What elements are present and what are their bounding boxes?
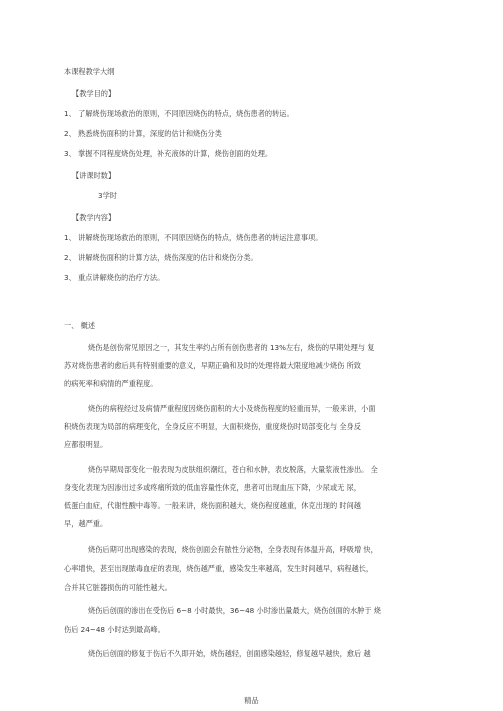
content-item: 1、 讲解烧伤现场救治的原则，不同原因烧伤的特点，烧伤患者的转运注意事项。 <box>64 233 323 242</box>
paragraph-line: 心率增快，甚至出现脓毒血症的表现，烧伤越严重，感染发生率越高，发生时间越早，病程越长， <box>64 564 374 573</box>
paragraph-line: 烧伤的病程经过及病情严重程度因烧伤面积的大小及烧伤程度的轻重而异，一般来讲，小面 <box>88 404 376 413</box>
paragraph-line: 苏对烧伤患者的愈后具有特别重要的意义，早期正确和及时的处理将最大限度地减少烧伤 所致 <box>64 361 361 370</box>
section-heading-hours: 【讲课时数】 <box>72 171 116 180</box>
content-item: 2、 讲解烧伤面积的计算方法，烧伤深度的估计和烧伤分类。 <box>64 253 258 262</box>
section-heading-objectives: 【教学目的】 <box>72 89 116 98</box>
paragraph-line: 低蛋白血症，代谢性酸中毒等。一般来讲，烧伤面积越大，烧伤程度越重，休克出现的 时间越 <box>64 501 361 510</box>
paragraph-line: 烧伤后期可出现感染的表现，烧伤创面会有脓性分泌物，全身表现有体温升高，呼吸增 快， <box>88 545 378 554</box>
paragraph-line: 积烧伤表现为局部的病理变化，全身反应不明显，大面积烧伤，重度烧伤时局部变化与 全身反 <box>64 422 361 431</box>
paragraph-line: 合并其它脏器损伤的可能性越大。 <box>64 583 172 592</box>
paragraph-line: 烧伤后创面的修复于伤后不久即开始，烧伤越轻，创面感染越轻，修复越早越快，愈后 越 <box>88 649 371 658</box>
paragraph-line: 的病死率和病情的严重程度。 <box>64 379 158 388</box>
chapter-heading-overview: 一、 概述 <box>64 321 96 330</box>
objective-item: 2、 熟悉烧伤面积的计算，深度的估计和烧伤分类 <box>64 129 222 138</box>
paragraph-line: 身变化表现为因渗出过多或疼痛所致的低血容量性休克，患者可出现血压下降，少尿或无 尿， <box>64 483 361 492</box>
objective-item: 3、 掌握不同程度烧伤处理，补充液体的计算，烧伤创面的处理。 <box>64 149 273 158</box>
content-item: 3、 重点讲解烧伤的治疗方法。 <box>64 273 165 282</box>
hours-value: 3学时 <box>98 191 117 200</box>
syllabus-title: 本课程教学大纲 <box>64 67 115 76</box>
paragraph-line: 烧伤后创面的渗出在受伤后 6~8 小时最快，36~48 小时渗出量最大，烧伤创面的水肿于 烧 <box>88 606 381 615</box>
objective-item: 1、 了解烧伤现场救治的原则，不同原因烧伤的特点，烧伤患者的转运。 <box>64 109 294 118</box>
page-footer: 精品 <box>244 696 259 705</box>
paragraph-line: 早，越严重。 <box>64 519 108 528</box>
section-heading-content: 【教学内容】 <box>72 213 116 222</box>
paragraph-line: 烧伤是创伤常见原因之一，其发生率约占所有创伤患者的 13%左右，烧伤的早期处理与 复 <box>88 343 375 352</box>
paragraph-line: 伤后 24~48 小时达到最高峰。 <box>64 625 165 634</box>
paragraph-line: 烧伤早期局部变化一般表现为皮肤组织潮红，苍白和水肿，表皮脱落，大量浆液性渗出。 全 <box>88 465 378 474</box>
paragraph-line: 应都很明显。 <box>64 440 108 449</box>
